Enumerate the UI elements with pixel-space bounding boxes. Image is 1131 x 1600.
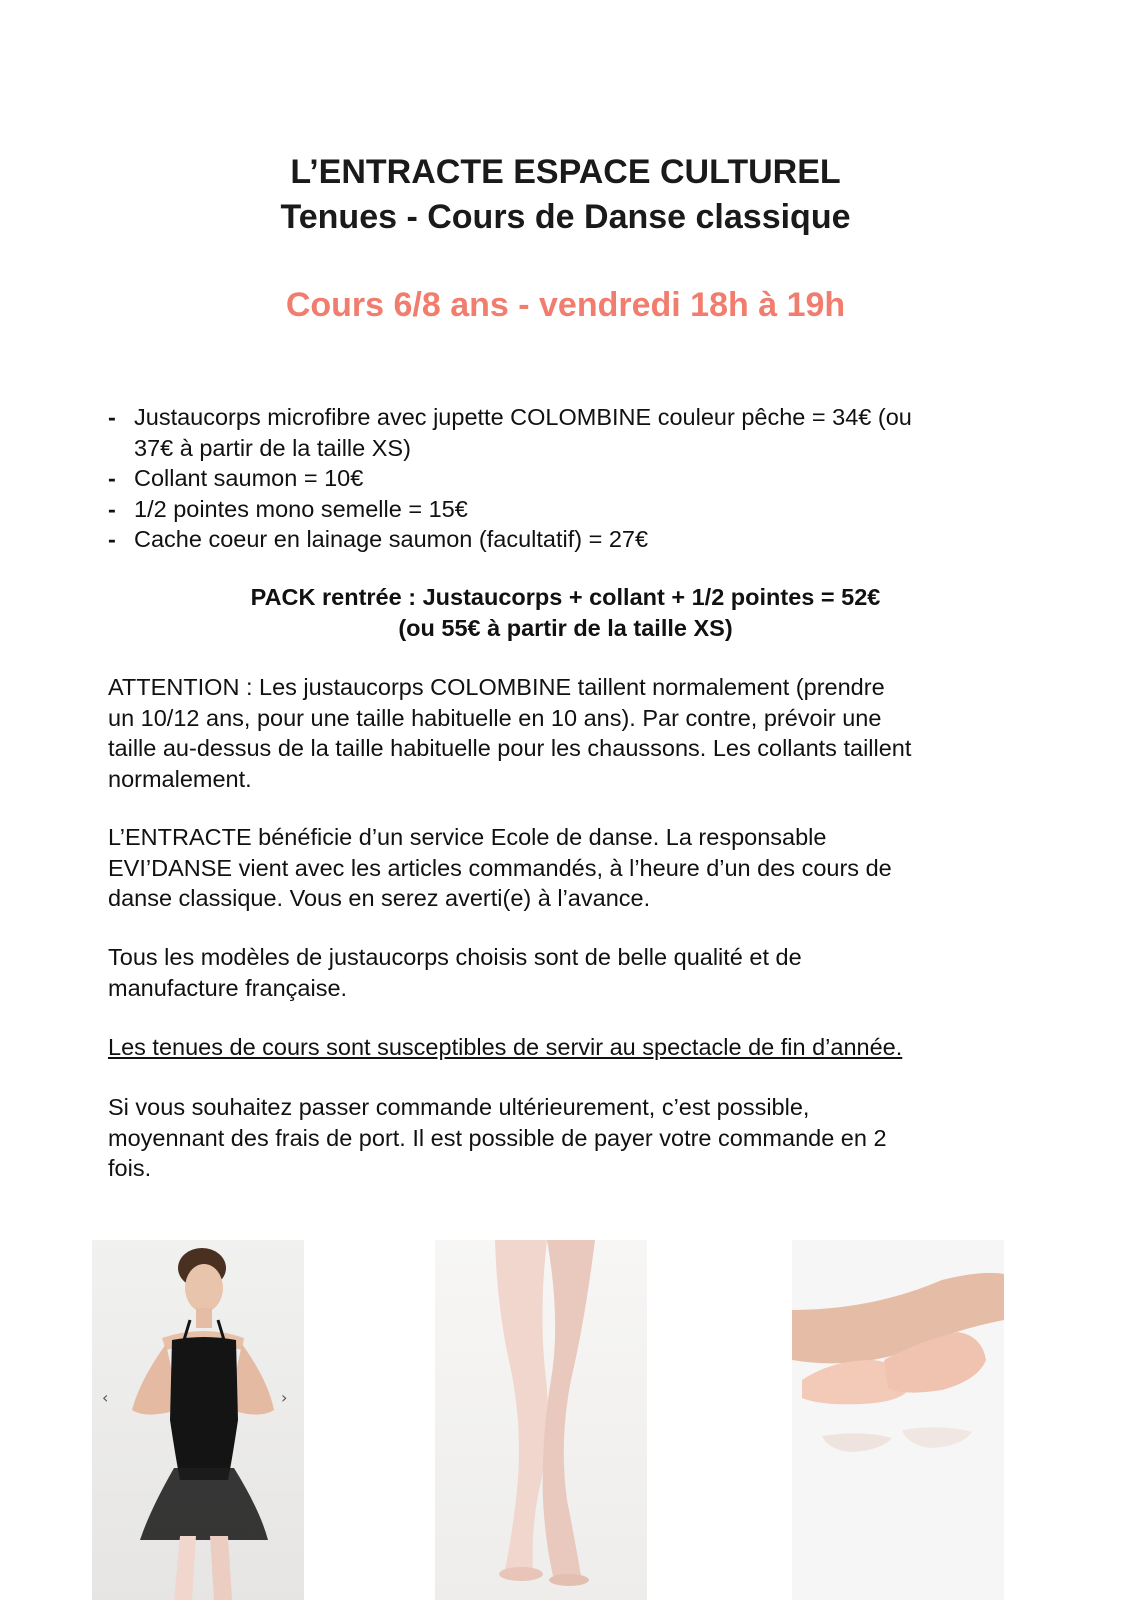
paragraph-line: Tous les modèles de justaucorps choisis sont de belle qualité et de — [108, 944, 802, 970]
tights-photo — [435, 1240, 647, 1600]
list-bullet: - — [108, 465, 116, 491]
paragraph-line: moyennant des frais de port. Il est possible de payer votre commande en 2 — [108, 1124, 887, 1151]
paragraph-line: taille au-dessus de la taille habituelle pour les chaussons. Les collants taillent — [108, 735, 912, 761]
carousel-next-icon[interactable]: › — [281, 1388, 288, 1407]
course-heading: Cours 6/8 ans - vendredi 18h à 19h — [285, 286, 846, 324]
list-item-text: 1/2 pointes mono semelle = 15€ — [134, 495, 468, 522]
pack-line: PACK rentrée : Justaucorps + collant + 1/2 pointes = 52€ — [250, 584, 881, 610]
quality-paragraph — [108, 942, 1028, 1003]
list-bullet: - — [108, 526, 116, 552]
tights-illustration — [435, 1240, 647, 1600]
slippers-illustration — [792, 1240, 1004, 1600]
list-item-text: Cache coeur en lainage saumon (facultatif) = 27€ — [134, 526, 649, 552]
paragraph-line: danse classique. Vous en serez averti(e) à l’avance. — [108, 885, 651, 911]
paragraph-line: L’ENTRACTE bénéficie d’un service Ecole de danse. La responsable — [108, 824, 827, 850]
list-bullet: - — [108, 404, 116, 430]
attention-paragraph — [108, 672, 1028, 794]
page-subtitle: Tenues - Cours de Danse classique — [280, 198, 851, 236]
paragraph-line: EVI’DANSE vient avec les articles commandés, à l’heure d’un des cours de — [108, 854, 892, 881]
dancer-illustration — [92, 1240, 304, 1600]
pack-offer — [0, 582, 1131, 643]
service-paragraph — [108, 822, 1028, 914]
order-paragraph — [108, 1092, 1028, 1184]
spectacle-note: Les tenues de cours sont susceptibles de servir au spectacle de fin d’année. — [108, 1034, 903, 1060]
list-item — [108, 524, 1038, 555]
paragraph-line: un 10/12 ans, pour une taille habituelle en 10 ans). Par contre, prévoir une — [108, 704, 882, 731]
paragraph-line: ATTENTION : Les justaucorps COLOMBINE taillent normalement (prendre — [108, 674, 885, 700]
list-item — [108, 402, 1038, 463]
list-bullet: - — [108, 495, 116, 522]
carousel-prev-icon[interactable]: ‹ — [102, 1388, 109, 1407]
list-item — [108, 494, 1038, 525]
paragraph-line: manufacture française. — [108, 974, 348, 1001]
paragraph-line: normalement. — [108, 765, 252, 792]
paragraph-line: Si vous souhaitez passer commande ultérieurement, c’est possible, — [108, 1094, 810, 1120]
slippers-photo — [792, 1240, 1004, 1600]
list-item — [108, 463, 1038, 494]
paragraph-line: fois. — [108, 1155, 152, 1181]
pack-line: (ou 55€ à partir de la taille XS) — [398, 614, 733, 641]
list-item-text: Justaucorps microfibre avec jupette COLOMBINE couleur pêche = 34€ (ou — [134, 404, 912, 430]
item-list — [108, 402, 1038, 555]
list-item-text: 37€ à partir de la taille XS) — [134, 434, 411, 461]
leotard-photo — [92, 1240, 304, 1600]
page-title: L’ENTRACTE ESPACE CULTUREL — [290, 153, 841, 191]
list-item-text: Collant saumon = 10€ — [134, 465, 364, 491]
